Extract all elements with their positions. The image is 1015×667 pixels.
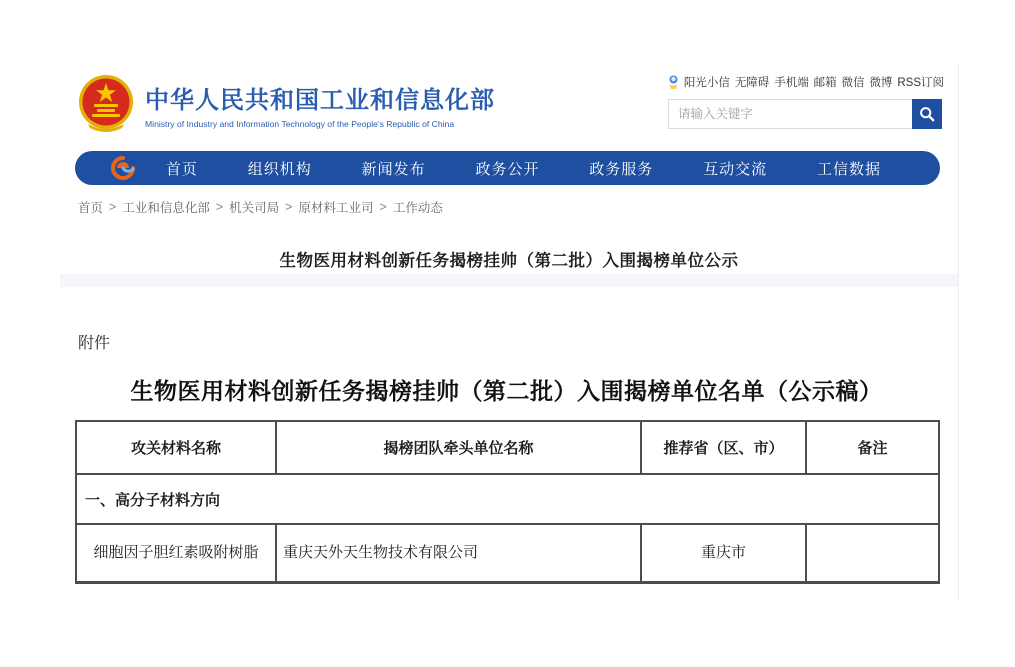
utility-link-sunshine[interactable]: 阳光小信: [683, 77, 730, 89]
nav-item-interaction[interactable]: 互动交流: [703, 160, 768, 178]
national-emblem-icon: [78, 74, 134, 132]
utility-links: [668, 74, 944, 90]
header-material-name: 攻关材料名称: [76, 421, 276, 474]
search-input[interactable]: [668, 99, 912, 129]
breadcrumb-departments[interactable]: 机关司局: [229, 201, 280, 215]
table-section-row: [76, 474, 939, 524]
nav-item-news[interactable]: 新闻发布: [361, 160, 426, 178]
breadcrumb: [78, 198, 443, 216]
cell-lead-unit: 重庆天外天生物技术有限公司: [276, 524, 641, 582]
table-header-row: [76, 421, 939, 474]
table-title: 生物医用材料创新任务揭榜挂帅（第二批）入围揭榜单位名单（公示稿）: [130, 379, 883, 404]
gov-e-swirl-icon: [111, 156, 135, 180]
section-polymer-materials: 一、高分子材料方向: [76, 474, 939, 524]
cell-remarks: [806, 524, 939, 582]
nav-item-organization[interactable]: 组织机构: [247, 160, 312, 178]
sunshine-mascot-icon: [668, 75, 679, 90]
breadcrumb-work-updates[interactable]: 工作动态: [392, 201, 443, 215]
nav-item-home[interactable]: 首页: [165, 160, 198, 178]
search-bar: [668, 99, 942, 129]
table-row: [76, 524, 939, 582]
site-brand: [78, 74, 495, 132]
breadcrumb-separator: >: [285, 200, 293, 214]
header-recommending-province: 推荐省（区、市）: [641, 421, 806, 474]
breadcrumb-separator: >: [109, 200, 117, 214]
nav-item-gov-services[interactable]: 政务服务: [589, 160, 654, 178]
shortlist-table: [75, 420, 940, 584]
utility-link-wechat[interactable]: 微信: [841, 77, 865, 89]
site-title-en: Ministry of Industry and Information Technology of the People's Republic of China: [145, 119, 455, 129]
search-icon: [919, 106, 935, 122]
breadcrumb-separator: >: [379, 200, 387, 214]
page-title: 生物医用材料创新任务揭榜挂帅（第二批）入围揭榜单位公示: [279, 252, 739, 270]
utility-link-weibo[interactable]: 微博: [869, 77, 893, 89]
utility-link-mail[interactable]: 邮箱: [813, 77, 837, 89]
utility-link-mobile[interactable]: 手机端: [774, 77, 809, 89]
nav-item-miit-data[interactable]: 工信数据: [816, 160, 881, 178]
page-right-edge-divider: [958, 62, 959, 602]
nav-items: [141, 158, 906, 179]
nav-item-gov-disclosure[interactable]: 政务公开: [475, 160, 540, 178]
cell-material-name: 细胞因子胆红素吸附树脂: [76, 524, 276, 582]
utility-link-accessibility[interactable]: 无障碍: [734, 77, 770, 89]
utility-link-rss[interactable]: RSS订阅: [897, 77, 944, 89]
main-navbar: [75, 151, 940, 185]
breadcrumb-home[interactable]: 首页: [78, 201, 104, 215]
search-button[interactable]: [912, 99, 942, 129]
cell-province: 重庆市: [641, 524, 806, 582]
header-remarks: 备注: [806, 421, 939, 474]
breadcrumb-miit[interactable]: 工业和信息化部: [122, 201, 210, 215]
header-lead-unit: 揭榜团队牵头单位名称: [276, 421, 641, 474]
title-divider-band: [60, 274, 958, 287]
breadcrumb-separator: >: [215, 200, 224, 214]
site-title-cn: 中华人民共和国工业和信息化部: [145, 87, 495, 114]
breadcrumb-raw-materials[interactable]: 原材料工业司: [298, 201, 374, 215]
attachment-label: 附件: [78, 335, 111, 352]
